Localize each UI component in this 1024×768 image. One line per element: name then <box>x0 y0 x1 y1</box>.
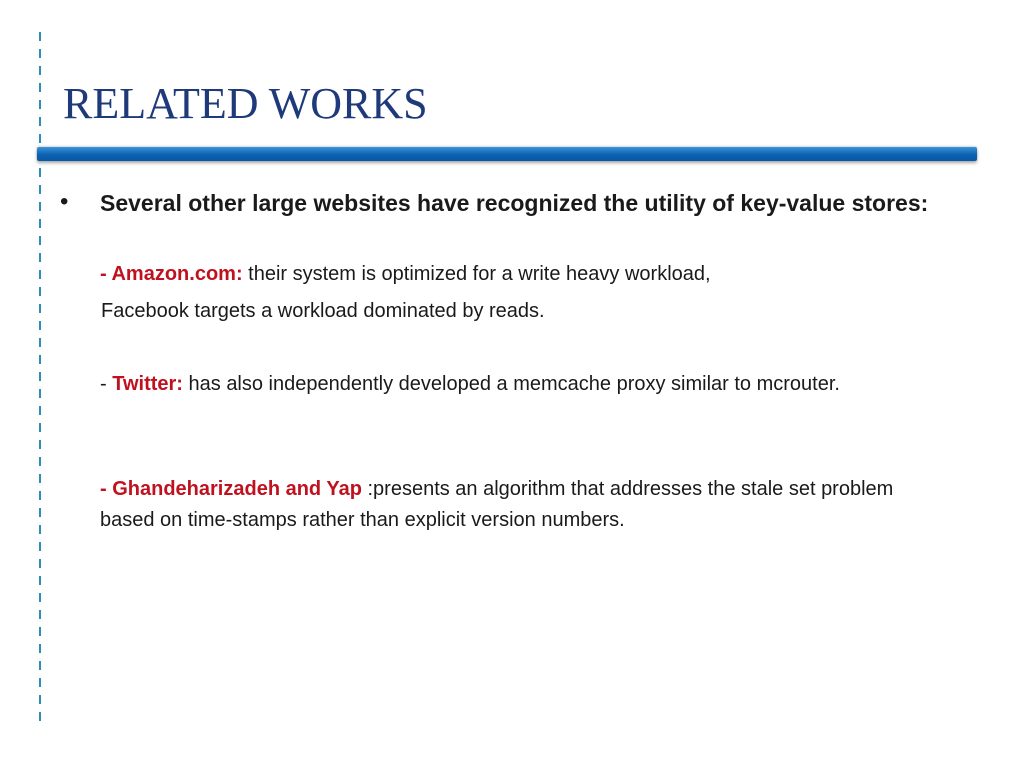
item-ghandeharizadeh-prefix: - <box>100 478 113 500</box>
item-ghandeharizadeh <box>100 474 940 536</box>
item-amazon-text: their system is optimized for a write heavy workload, <box>242 263 711 285</box>
item-ghandeharizadeh-highlight: Ghandeharizadeh and Yap <box>112 478 362 500</box>
item-amazon-prefix: - <box>100 263 112 285</box>
bullet-icon: • <box>60 188 69 215</box>
item-amazon <box>100 259 960 290</box>
item-twitter-highlight: Twitter: <box>112 373 183 395</box>
item-twitter <box>100 369 900 400</box>
item-amazon-highlight: Amazon.com: <box>111 263 243 285</box>
item-twitter-text: has also independently developed a memcache proxy similar to mcrouter. <box>182 373 840 395</box>
lead-bullet-text: Several other large websites have recognized the utility of key-value stores: <box>100 190 929 216</box>
item-ghandeharizadeh-text: :presents an algorithm that addresses the stale set problem based on time-stamps rather than explicit version numbers. <box>100 478 894 531</box>
item-amazon-continuation: Facebook targets a workload dominated by reads. <box>101 300 545 322</box>
item-twitter-prefix: - <box>100 373 113 395</box>
slide-title: RELATED WORKS <box>63 79 428 128</box>
